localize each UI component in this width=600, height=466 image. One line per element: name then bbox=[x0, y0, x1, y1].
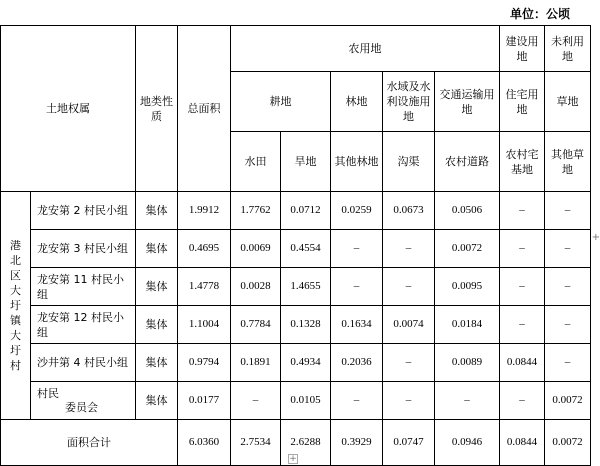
header-ownership: 土地权属 bbox=[1, 26, 136, 192]
total-label: 面积合计 bbox=[1, 420, 178, 466]
homestead-cell: – bbox=[500, 382, 545, 420]
nature-cell: 集体 bbox=[136, 192, 178, 230]
homestead-cell: 0.0844 bbox=[500, 420, 545, 466]
forest-cell: – bbox=[331, 382, 383, 420]
homestead-cell: 0.0844 bbox=[500, 344, 545, 382]
dry-cell: 2.6288 bbox=[281, 420, 331, 466]
land-ownership-table bbox=[0, 25, 591, 466]
scroll-marker: + bbox=[591, 232, 600, 243]
header-agri: 农用地 bbox=[231, 26, 500, 72]
header-total-area: 总面积 bbox=[178, 26, 231, 192]
header-dry: 旱地 bbox=[281, 132, 331, 192]
total-cell: 0.4695 bbox=[178, 230, 231, 268]
paddy-cell: 0.1891 bbox=[231, 344, 281, 382]
total-cell: 6.0360 bbox=[178, 420, 231, 466]
header-unused: 未利用地 bbox=[545, 26, 591, 72]
ditch-cell: 0.0673 bbox=[383, 192, 435, 230]
header-other-forest: 其他林地 bbox=[331, 132, 383, 192]
unit-label: 单位：公顷 bbox=[509, 7, 570, 21]
table-row bbox=[1, 382, 591, 420]
group-name: 沙井第 4 村民小组 bbox=[31, 344, 136, 382]
paddy-cell: 1.7762 bbox=[231, 192, 281, 230]
dry-cell: 0.4554 bbox=[281, 230, 331, 268]
header-cultivated: 耕地 bbox=[231, 72, 331, 132]
forest-cell: 0.1634 bbox=[331, 306, 383, 344]
total-cell: 1.1004 bbox=[178, 306, 231, 344]
ditch-cell: – bbox=[383, 344, 435, 382]
forest-cell: 0.3929 bbox=[331, 420, 383, 466]
forest-cell: – bbox=[331, 230, 383, 268]
paddy-cell: 2.7534 bbox=[231, 420, 281, 466]
header-traffic: 交通运输用地 bbox=[435, 72, 500, 132]
header-grass: 草地 bbox=[545, 72, 591, 132]
forest-cell: 0.2036 bbox=[331, 344, 383, 382]
road-cell: – bbox=[435, 382, 500, 420]
header-paddy: 水田 bbox=[231, 132, 281, 192]
total-cell: 1.9912 bbox=[178, 192, 231, 230]
dry-cell: 0.0712 bbox=[281, 192, 331, 230]
grass-cell: – bbox=[545, 230, 591, 268]
region-label: 港 北 区 大 圩 镇 大 圩 村 bbox=[1, 192, 31, 420]
header-rural-road: 农村道路 bbox=[435, 132, 500, 192]
header-construction: 建设用地 bbox=[500, 26, 545, 72]
table-row bbox=[1, 306, 591, 344]
ditch-cell: – bbox=[383, 230, 435, 268]
total-cell: 0.9794 bbox=[178, 344, 231, 382]
grass-cell: – bbox=[545, 268, 591, 306]
nature-cell: 集体 bbox=[136, 382, 178, 420]
road-cell: 0.0506 bbox=[435, 192, 500, 230]
group-name: 龙安第 2 村民小组 bbox=[31, 192, 136, 230]
paddy-cell: 0.0069 bbox=[231, 230, 281, 268]
dry-cell: 0.4934 bbox=[281, 344, 331, 382]
ditch-cell: – bbox=[383, 382, 435, 420]
paddy-cell: 0.7784 bbox=[231, 306, 281, 344]
road-cell: 0.0095 bbox=[435, 268, 500, 306]
ditch-cell: 0.0747 bbox=[383, 420, 435, 466]
forest-cell: – bbox=[331, 268, 383, 306]
nature-cell: 集体 bbox=[136, 230, 178, 268]
header-other-grass: 其他草地 bbox=[545, 132, 591, 192]
total-cell: 1.4778 bbox=[178, 268, 231, 306]
table-row bbox=[1, 268, 591, 306]
table-row bbox=[1, 230, 591, 268]
header-water: 水域及水利设施用地 bbox=[383, 72, 435, 132]
ditch-cell: – bbox=[383, 268, 435, 306]
nature-cell: 集体 bbox=[136, 306, 178, 344]
dry-cell: 0.1328 bbox=[281, 306, 331, 344]
ditch-cell: 0.0074 bbox=[383, 306, 435, 344]
group-name: 龙安第 3 村民小组 bbox=[31, 230, 136, 268]
header-homestead: 农村宅基地 bbox=[500, 132, 545, 192]
dry-cell: 0.0105 bbox=[281, 382, 331, 420]
header-forest: 林地 bbox=[331, 72, 383, 132]
homestead-cell: – bbox=[500, 192, 545, 230]
grass-cell: – bbox=[545, 344, 591, 382]
group-name: 龙安第 11 村民小组 bbox=[31, 268, 136, 306]
forest-cell: 0.0259 bbox=[331, 192, 383, 230]
paddy-cell: 0.0028 bbox=[231, 268, 281, 306]
nature-cell: 集体 bbox=[136, 344, 178, 382]
grass-cell: – bbox=[545, 192, 591, 230]
group-name: 龙安第 12 村民小组 bbox=[31, 306, 136, 344]
table-move-handle[interactable]: + bbox=[289, 454, 297, 464]
header-row-1 bbox=[1, 26, 591, 72]
table-row bbox=[1, 344, 591, 382]
header-ditch: 沟渠 bbox=[383, 132, 435, 192]
header-residential: 住宅用地 bbox=[500, 72, 545, 132]
dry-cell: 1.4655 bbox=[281, 268, 331, 306]
homestead-cell: – bbox=[500, 306, 545, 344]
grass-cell: 0.0072 bbox=[545, 382, 591, 420]
road-cell: 0.0072 bbox=[435, 230, 500, 268]
road-cell: 0.0184 bbox=[435, 306, 500, 344]
total-cell: 0.0177 bbox=[178, 382, 231, 420]
nature-cell: 集体 bbox=[136, 268, 178, 306]
header-nature: 地类性质 bbox=[136, 26, 178, 192]
homestead-cell: – bbox=[500, 230, 545, 268]
group-name: 村民 委员会 bbox=[31, 382, 136, 420]
grass-cell: – bbox=[545, 306, 591, 344]
homestead-cell: – bbox=[500, 268, 545, 306]
table-row bbox=[1, 192, 591, 230]
paddy-cell: – bbox=[231, 382, 281, 420]
road-cell: 0.0946 bbox=[435, 420, 500, 466]
grass-cell: 0.0072 bbox=[545, 420, 591, 466]
road-cell: 0.0089 bbox=[435, 344, 500, 382]
